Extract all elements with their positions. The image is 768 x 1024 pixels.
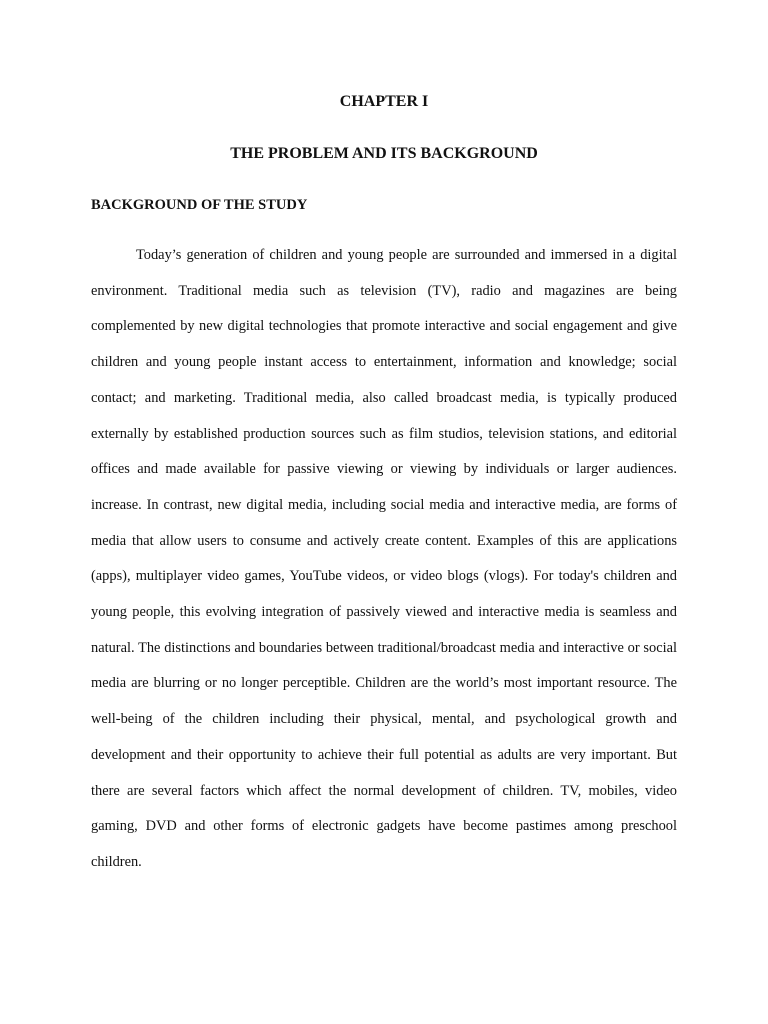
chapter-number: CHAPTER I — [339, 93, 429, 110]
body-paragraph: Today’s generation of children and young people are surrounded and immersed in a digital environment. Traditional media such as television (TV), radio and magazines are being complemented by new digital technologies that promote interactive and social engagement and give children and young people instant access to entertainment, information and knowledge; social contact; and marketing. Traditional media, also called broadcast media, is typically produced externally by established production sources such as film studios, television stations, and editorial offices and made available for passive viewing or viewing by individuals or larger audiences. increase. In contrast, new digital media, including social media and interactive media, are forms of media that allow users to consume and actively create content. Examples of this are applications (apps), multiplayer video games, YouTube videos, or video blogs (vlogs). For today's children and young people, this evolving integration of passively viewed and interactive media is seamless and natural. The distinctions and boundaries between traditional/broadcast media and interactive or social media are blurring or no longer perceptible. Children are the world’s most important resource. The well-being of the children including their physical, mental, and psychological growth and development and their opportunity to achieve their full potential as adults are very important. But there are several factors which affect the normal development of children. TV, mobiles, video gaming, DVD and other forms of electronic gadgets have become pastimes among preschool children. — [91, 247, 677, 870]
section-heading: BACKGROUND OF THE STUDY — [91, 197, 308, 213]
chapter-title: THE PROBLEM AND ITS BACKGROUND — [230, 145, 538, 162]
